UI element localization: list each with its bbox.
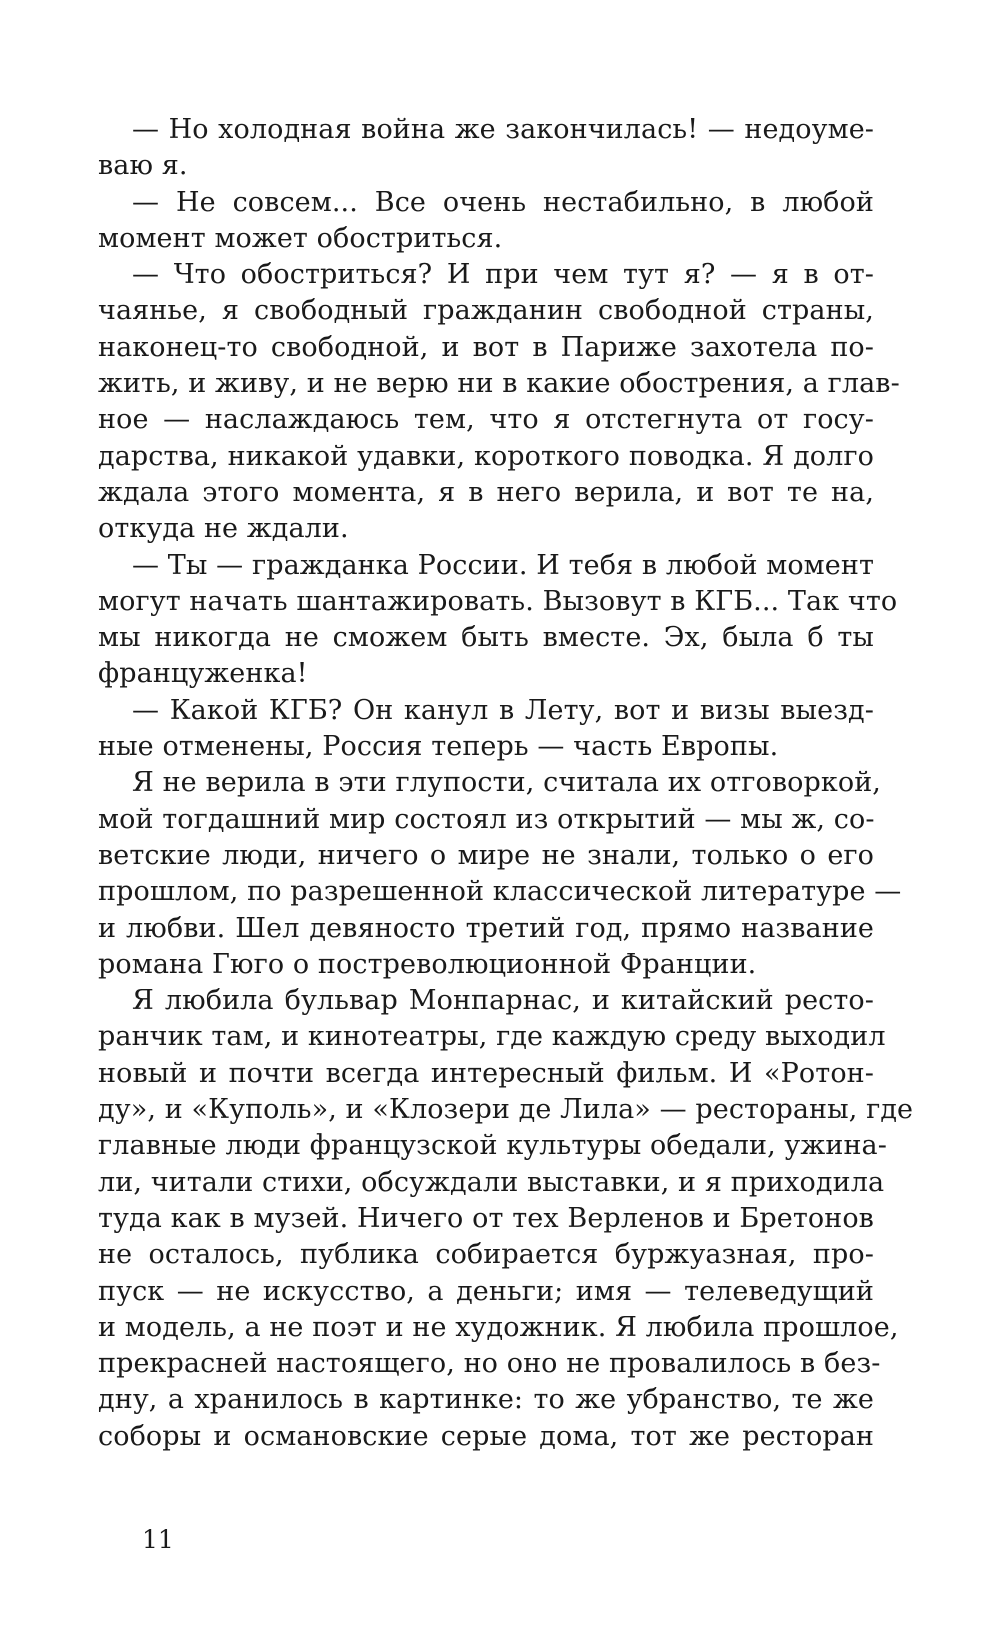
text-line: ное — наслаждаюсь тем, что я отстегнута от госу-: [98, 404, 874, 436]
text-line: — Не совсем... Все очень нестабильно, в любой: [132, 186, 874, 218]
text-line: прошлом, по разрешенной классической литературе —: [98, 876, 902, 908]
text-line: ждала этого момента, я в него верила, и вот те на,: [98, 476, 874, 508]
text-line: француженка!: [98, 658, 308, 690]
text-line: главные люди французской культуры обедали, ужина-: [98, 1130, 887, 1162]
text-line: туда как в музей. Ничего от тех Верленов и Бретонов: [98, 1202, 874, 1234]
text-line: Я любила бульвар Монпарнас, и китайский ресто-: [132, 985, 874, 1017]
text-line: ранчик там, и кинотеатры, где каждую среду выходил: [98, 1021, 886, 1053]
text-line: новый и почти всегда интересный фильм. И «Ротон-: [98, 1057, 874, 1089]
body-text: [98, 112, 914, 1455]
text-line: — Но холодная война же закончилась! — недоуме-: [132, 114, 874, 145]
text-line: не осталось, публика собирается буржуазная, про-: [98, 1239, 874, 1271]
text-line: ветские люди, ничего о мире не знали, только о его: [98, 839, 874, 871]
text-line: мы никогда не сможем быть вместе. Эх, была б ты: [98, 622, 874, 654]
text-line: прекрасней настоящего, но оно не провалилось в без-: [98, 1348, 881, 1380]
text-line: романа Гюго о постреволюционной Франции.: [98, 948, 757, 980]
text-line: — Какой КГБ? Он канул в Лету, вот и визы выезд-: [132, 694, 874, 726]
text-line: пуск — не искусство, а деньги; имя — телеведущий: [98, 1275, 874, 1307]
text-line: дарства, никакой удавки, короткого поводка. Я долго: [98, 440, 874, 472]
text-line: Я не верила в эти глупости, считала их отговоркой,: [132, 767, 881, 799]
text-line: и любви. Шел девяносто третий год, прямо название: [98, 912, 874, 944]
text-line: ли, читали стихи, обсуждали выставки, и я приходила: [98, 1166, 885, 1198]
text-line: могут начать шантажировать. Вызовут в КГБ... Так что: [98, 585, 898, 617]
text-line: мой тогдашний мир состоял из открытий — мы ж, со-: [98, 803, 875, 835]
text-line: дну, а хранилось в картинке: то же убранство, те же: [98, 1384, 874, 1416]
page-number: 11: [142, 1525, 174, 1554]
text-line: откуда не ждали.: [98, 513, 349, 545]
text-line: наконец-то свободной, и вот в Париже захотела по-: [98, 331, 874, 363]
text-line: ваю я.: [98, 150, 188, 182]
text-line: — Что обостриться? И при чем тут я? — я в от-: [132, 259, 874, 291]
text-line: соборы и османовские серые дома, тот же ресторан: [98, 1420, 874, 1452]
text-line: ные отменены, Россия теперь — часть Европы.: [98, 731, 779, 763]
text-line: чаянье, я свободный гражданин свободной страны,: [98, 295, 874, 327]
text-line: жить, и живу, и не верю ни в какие обострения, а глав-: [98, 368, 900, 400]
text-line: — Ты — гражданка России. И тебя в любой момент: [132, 549, 874, 581]
text-line: и модель, а не поэт и не художник. Я любила прошлое,: [98, 1311, 899, 1343]
text-line: ду», и «Куполь», и «Клозери де Лила» — рестораны, где: [98, 1094, 914, 1126]
text-line: момент может обостриться.: [98, 222, 503, 254]
